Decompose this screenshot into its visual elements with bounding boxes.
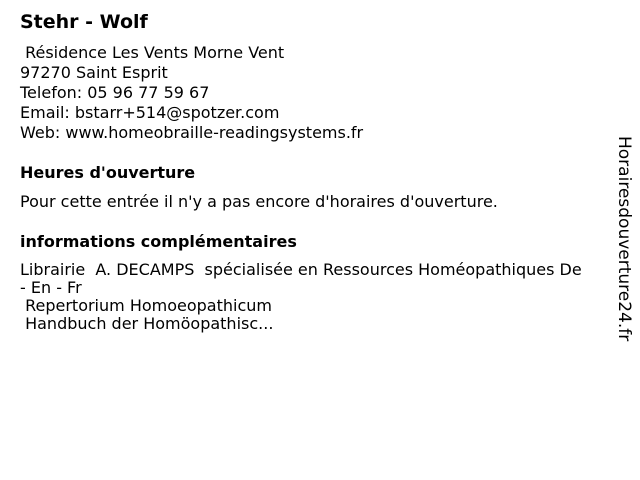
contact-block xyxy=(20,43,600,143)
email-text: Email: bstarr+514@spotzer.com xyxy=(20,103,280,122)
side-brand xyxy=(612,136,636,372)
listing-content xyxy=(20,10,600,333)
website-text: Web: www.homeobraille-readingsystems.fr xyxy=(20,123,364,142)
side-brand-text: Horairesdouverture24.fr xyxy=(614,136,634,342)
additional-info-text: Librairie A. DECAMPS spécialisée en Ressources Homéopathiques De - En - Fr Repertorium Homoeopathicum Handbuch der Homöopathisc... xyxy=(20,260,582,333)
address-street: Résidence Les Vents Morne Vent xyxy=(20,43,285,62)
opening-hours-heading: Heures d'ouverture xyxy=(20,163,196,182)
address-city: 97270 Saint Esprit xyxy=(20,63,168,82)
additional-info-heading: informations complémentaires xyxy=(20,232,297,251)
phone-text: Telefon: 05 96 77 59 67 xyxy=(20,83,210,102)
opening-hours-text: Pour cette entrée il n'y a pas encore d'horaires d'ouverture. xyxy=(20,192,498,211)
business-name: Stehr - Wolf xyxy=(20,11,148,33)
